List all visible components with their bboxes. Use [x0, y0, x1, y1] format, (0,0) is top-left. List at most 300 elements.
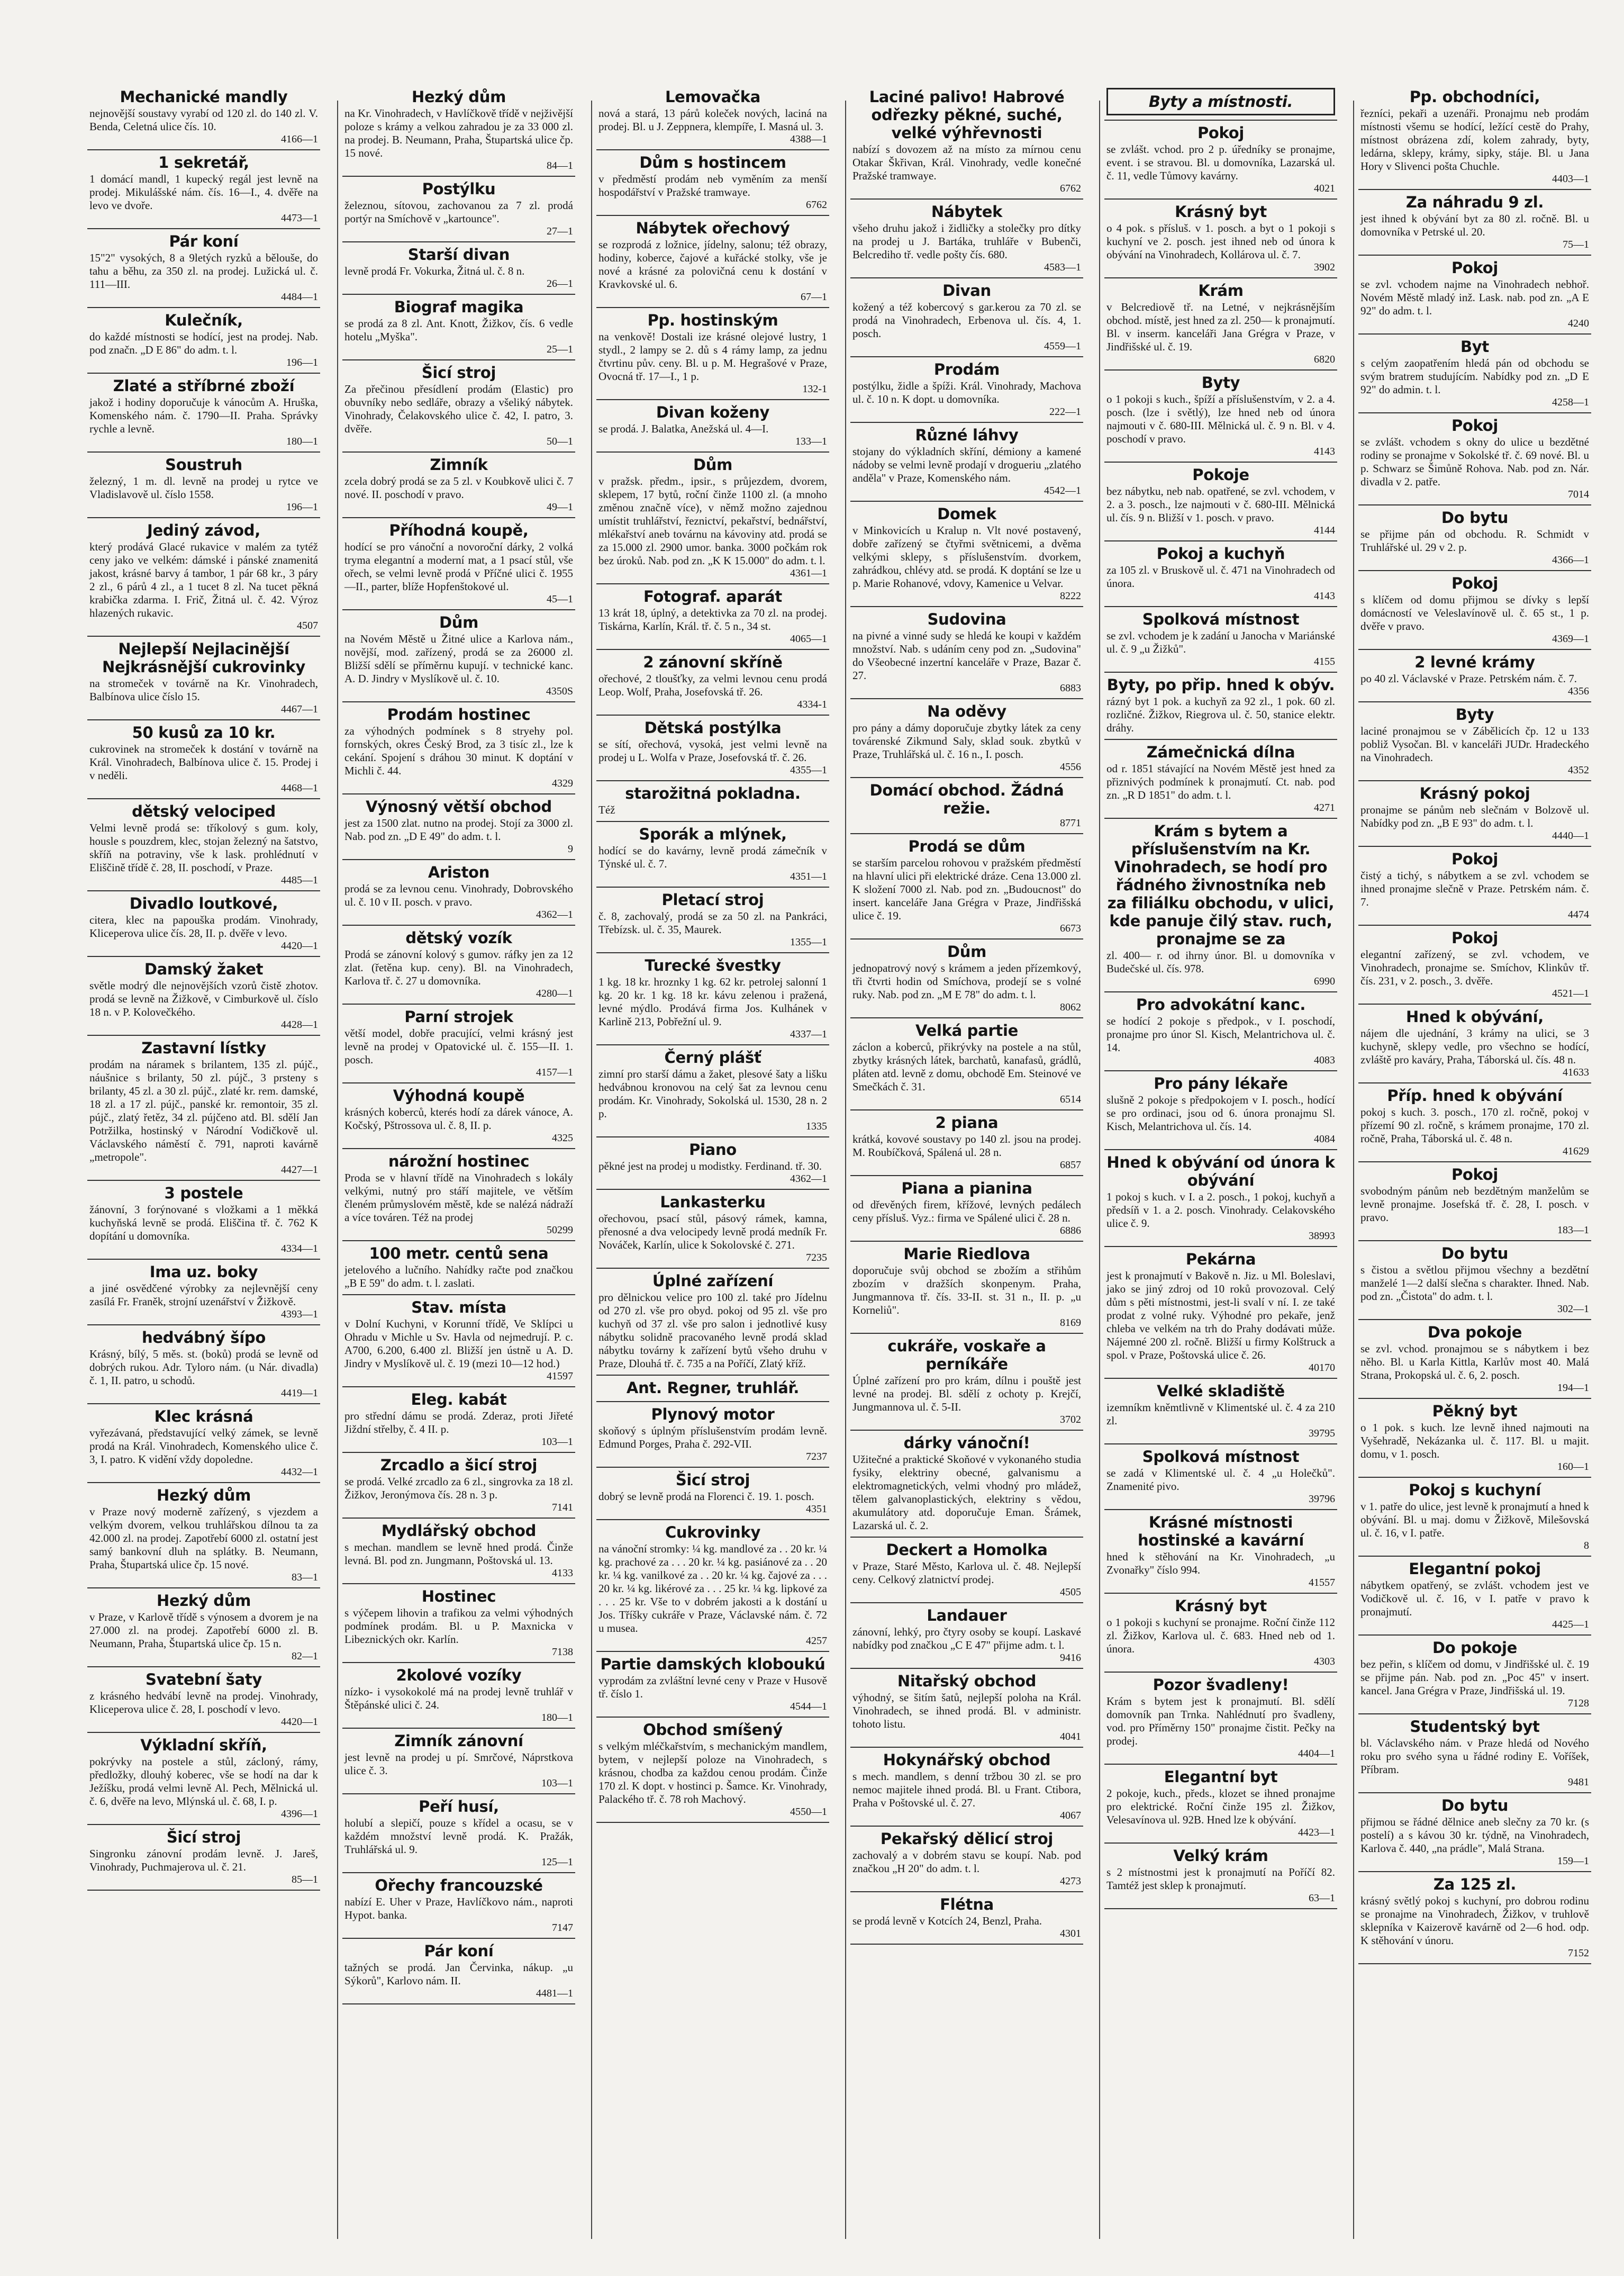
classified-ad — [850, 1110, 1083, 1176]
ad-body: za výhodných podmínek s 8 stryehy pol. fornských, okres Český Brod, za 3 tisíc zl., lze k cekání. Spojení s dráhou 30 minut. K doptání v Michli č. 44. — [344, 725, 573, 777]
ad-code: 4507 — [297, 620, 318, 631]
classified-ad — [1358, 1714, 1591, 1793]
ad-heading: Domek — [937, 505, 996, 523]
ad-heading: Obchod smíšený — [643, 1721, 783, 1739]
ad-heading: Zámečnická dílna — [1146, 743, 1295, 761]
ad-code: 8169 — [1060, 1317, 1081, 1329]
ad-code: 103—1 — [541, 1777, 573, 1789]
ad-code: 4396—1 — [281, 1808, 318, 1820]
ad-body: záclon a koberců, přikrývky na postele a na stůl, zbytky krásných látek, barchatů, kanafasů, grádlů, pláten atd. levně z domu, obchodě Em. Steinové ve Smečkách č. 31. — [852, 1041, 1081, 1093]
ad-code: 4428—1 — [281, 1019, 318, 1031]
ad-heading: Do bytu — [1441, 509, 1509, 527]
ad-body: o 1 pokoji s kuchyní se pronajme. Roční činže 112 zl. Žižkov, Karlova ul. č. 683. Hned neb od 1. února. — [1106, 1616, 1335, 1655]
ad-code: 4083 — [1314, 1054, 1335, 1066]
classified-ad — [596, 1376, 829, 1402]
classified-ad — [1358, 926, 1591, 1005]
ad-heading: Byty, po přip. hned k obýv. — [1106, 676, 1335, 694]
ad-heading: Dva pokoje — [1427, 1323, 1522, 1341]
ad-code: 160—1 — [1557, 1461, 1589, 1473]
classified-ad — [1104, 607, 1337, 673]
classified-ad — [342, 1149, 575, 1241]
ad-heading: Prodám — [933, 360, 1000, 378]
ad-body: Singronku zánovní prodám levně. J. Jareš, Vinohrady, Puchmajerova ul. č. 21. — [89, 1847, 318, 1873]
ad-heading: Za 125 zl. — [1433, 1875, 1517, 1893]
ad-code: 4133 — [552, 1567, 573, 1579]
ad-heading: dětský velociped — [132, 802, 276, 820]
ad-heading: Byty — [1201, 374, 1240, 392]
ad-code: 4325 — [552, 1132, 573, 1144]
ad-body: pokoj s kuch. 3. posch., 170 zl. ročně, pokoj v přízemí 90 zl. ročně, s krámem pronajme, 170 zl. ročně, Praha, Táborská ul. č. 48 n. — [1360, 1106, 1589, 1145]
ad-heading: Pokoj s kuchyní — [1409, 1481, 1541, 1499]
classified-ad — [596, 85, 829, 150]
classified-ad — [850, 200, 1083, 278]
classified-ad — [1104, 85, 1337, 121]
classified-ad — [850, 1176, 1083, 1242]
ad-body: Úplné zařízení pro pro krám, dílnu i pouště jest levné na prodej. Bl. sdělí z ochoty p. Krejčí, Jungmannova ul. č. 5-II. — [852, 1374, 1081, 1413]
ad-heading: Výkladní skříň, — [140, 1736, 267, 1754]
ad-heading: Hned k obývání, — [1406, 1008, 1544, 1026]
ad-heading: Výnosný větší obchod — [366, 798, 552, 816]
ad-heading: Mydlářský obchod — [381, 1522, 537, 1540]
ad-body: krátká, kovové soustavy po 140 zl. jsou na prodej. M. Roubíčková, Spálená ul. 28 n. — [852, 1133, 1081, 1159]
ad-body: hodící se do kavárny, levně prodá zámečník v Týnské ul. č. 7. — [598, 844, 827, 870]
ad-code: 125—1 — [541, 1856, 573, 1868]
ad-body: v Belcrediově tř. na Letné, v nejkrásnějším obchod. místě, jest hned za zl. 250— k pronajmutí. Bl. v inserm. kanceláři Jana Grégra v Praze, v Jindřišské ul. č. 19. — [1106, 301, 1335, 353]
ad-body: Krám s bytem jest k pronajmutí. Bl. sdělí domovník pan Trnka. Nahlédnutí pro švadleny, vod. pro Příměrny 150" pronajme čistit. Pečky na prodej. — [1106, 1695, 1335, 1747]
ad-body: a jiné osvědčené výrobky za nejlevnější ceny zasílá Fr. Franěk, strojní uzenářství v Žižkově. — [89, 1282, 318, 1308]
ad-heading: Různé láhvy — [915, 426, 1019, 444]
ad-code: 4143 — [1314, 590, 1335, 602]
ad-heading: hedvábný šípo — [142, 1329, 266, 1347]
ad-heading: Elegantní byt — [1164, 1768, 1278, 1786]
ad-body: pro pány a dámy doporučuje zbytky látek za ceny továrenské Zikmund Saly, sklad souk. zbytků v Praze, Truhlářská ul. č. 16 n., I. posch. — [852, 721, 1081, 761]
ad-heading: Zlaté a stříbrné zboží — [113, 377, 295, 395]
classified-ad — [596, 1652, 829, 1718]
ad-heading: Hostinec — [421, 1587, 496, 1605]
ad-heading: Šicí stroj — [421, 364, 496, 382]
ad-heading: 2 piana — [935, 1114, 999, 1132]
ad-body: světle modrý dle nejnovějších vzorů čistě zhotov. prodá se levně na Žižkově, v Cimburkově ul. číslo 18 n. v P. Kolovečkého. — [89, 979, 318, 1018]
ad-heading: Divan — [942, 282, 991, 300]
ad-heading: Spolková místnost — [1142, 1448, 1300, 1466]
classified-ad — [1104, 1247, 1337, 1379]
ad-heading: Pekárna — [1185, 1250, 1256, 1268]
ad-heading: Pár koní — [169, 232, 239, 250]
ad-code: 7138 — [552, 1646, 573, 1658]
ad-body: v Praze, Staré Město, Karlova ul. č. 48. Nejlepší ceny. Celkový zlatnictví prodej. — [852, 1560, 1081, 1586]
ad-code: 45—1 — [547, 593, 573, 605]
ad-body: čistý a tichý, s nábytkem a se zvl. vchodem se ihned pronajme slečně v Praze. Petrském nám. č. 7. — [1360, 869, 1589, 908]
ad-code: 180—1 — [541, 1712, 573, 1723]
ad-body: o 4 pok. s přísluš. v 1. posch. a byt o 1 pokoji s kuchyní ve 2. posch. jest ihned neb od února k obývání na Vinohradech, Kollárova ul. č. 7. — [1106, 222, 1335, 261]
ad-code: 4542—1 — [1044, 485, 1081, 496]
ad-heading: Hezký dům — [156, 1592, 251, 1610]
ad-body: na pivné a vinné sudy se hledá ke koupi v každém množství. Nab. s udáním ceny pod zn. „Sudovina" do Všeobecné inzertní kanceláře v Praze, Bazar č. 27. — [852, 629, 1081, 682]
ad-body: se zvlášt. vchod. pro 2 p. úředníky se pronajme, event. i se stravou. Bl. u domovníka, Lazarská ul. č. 11, vedle Tůmovy kavárny. — [1106, 143, 1335, 182]
ad-body: o 1 pok. s kuch. lze levně ihned najmouti na Vyšehradě, Nekázanka ul. č. 117. Bl. u majit. domu, v 1. posch. — [1360, 1421, 1589, 1460]
ad-code: 194—1 — [1557, 1382, 1589, 1394]
ad-heading: Kulečník, — [165, 311, 243, 329]
classified-ad — [87, 799, 320, 891]
ad-body: v Dolní Kuchyni, v Korunní třídě, Ve Sklípci u Ohradu v Michle u Sv. Havla od nejmedrují. P. c. A700, 6.200, 6.400 zl. Bližší jen ústně u A. D. Jindry v Myslíkově ul. č. 19 (mezi 10—12 hod.) — [344, 1317, 573, 1370]
ad-heading: 100 metr. centů sena — [369, 1244, 549, 1262]
ad-body: železnou, sítovou, zachovanou za 7 zl. prodá portýr na Smíchově v „kartounce". — [344, 199, 573, 225]
ad-heading: Pokoj — [1451, 1166, 1499, 1184]
ad-code: 4257 — [806, 1635, 827, 1647]
ad-heading: Elegantní pokoj — [1409, 1560, 1541, 1578]
ad-body: jest ihned k obývání byt za 80 zl. ročně. Bl. u domovníka v Petrské ul. 20. — [1360, 212, 1589, 238]
ad-heading: Ant. Regner, truhlář. — [626, 1379, 800, 1397]
ad-heading: dárky vánoční! — [903, 1434, 1030, 1452]
classified-ad — [87, 453, 320, 518]
ad-heading: Zimník zánovní — [394, 1732, 523, 1750]
classified-ad — [1358, 413, 1591, 505]
classified-ad — [87, 1667, 320, 1733]
ad-code: 4337—1 — [790, 1028, 827, 1040]
ad-code: 4404—1 — [1298, 1748, 1335, 1759]
ad-code: 1355—1 — [790, 936, 827, 948]
ad-body: nabízí s dovozem až na místo za mírnou cenu Otakar Škřivan, Král. Vinohrady, vedle konečné Pražské tramwaye. — [852, 143, 1081, 182]
ad-code: 4041 — [1060, 1731, 1081, 1742]
ad-body: s výčepem lihovin a trafikou za velmi výhodných podmínek prodám. Bl. u P. Maxnicka v Libeznických okr. Karlín. — [344, 1606, 573, 1646]
ad-body: svobodným pánům neb bezdětným manželům se levně pronajme. Josefská tř. č. 28, I. posch. v pravo. — [1360, 1185, 1589, 1224]
ad-body: tažných se prodá. Jan Červinka, nákup. „u Sýkorů", Karlovo nám. II. — [344, 1961, 573, 1987]
classified-ad — [1104, 1594, 1337, 1673]
ad-code: 133—1 — [795, 436, 827, 447]
ad-heading: Do pokoje — [1432, 1639, 1518, 1657]
column-4 — [850, 85, 1083, 2255]
classified-ad — [342, 518, 575, 610]
ad-body: Užitečné a praktické Skoňové v vykonaného studia fysiky, elektriny obecné, galvanismu a elektromagnetických, velmi vhodný pro mládež, tělem galvanoplastických, elektriny s vědou, akumulátory atd. doporučuje Eman. Šrámek, Lazarská ul. č. 2. — [852, 1453, 1081, 1532]
ad-body: řezníci, pekaři a uzenáři. Pronajmu neb prodám místnosti všemu se hodící, ležící cestě do Prahy, místnost obrázena zdí, kolem zahrady, byty, ledárna, sklepy, krámy, sipky, stáje. Bl. u Jana Hory v Slivenci pošta Chuchle. — [1360, 107, 1589, 173]
classified-ad — [342, 926, 575, 1005]
classified-ad — [850, 940, 1083, 1018]
ad-body: hned k stěhování na Kr. Vinohradech, „u Zvonařky" číslo 994. — [1106, 1550, 1335, 1576]
classified-ad — [596, 453, 829, 584]
ad-body: se zvl. vchodem najme na Vinohradech nebhoř. Novém Městě mladý inž. Lask. nab. pod zn. „A E 92" do adm. t. l. — [1360, 278, 1589, 317]
classified-ad — [87, 1181, 320, 1260]
classified-ad — [850, 502, 1083, 607]
section-banner: Byty a místnosti. — [1106, 88, 1335, 115]
ad-heading: Příhodná koupě, — [389, 521, 529, 539]
ad-code: 25—1 — [547, 344, 573, 355]
ad-heading: Klec krásná — [154, 1407, 253, 1425]
ad-body: laciné pronajmou se v Zábělicích čp. 12 u 133 pobliž Vysočan. Bl. v kanceláři JUDr. Hradeckého na Vinohradech. — [1360, 725, 1589, 764]
classified-ad — [1104, 463, 1337, 541]
ad-heading: 50 kusů za 10 kr. — [132, 724, 276, 742]
classified-ad — [87, 957, 320, 1036]
ad-body: pronajme se pánům neb slečnám v Bolzově ul. Nabídky pod zn. „B E 93" do adm. t. l. — [1360, 803, 1589, 829]
ad-heading: Peří husí, — [419, 1798, 499, 1816]
ad-body: s 2 místnostmi jest k pronajmutí na Poříčí 82. Tamtéž jest sklep k pronajmutí. — [1106, 1866, 1335, 1892]
ad-heading: Pár koní — [424, 1942, 494, 1960]
classified-ad — [850, 1827, 1083, 1892]
classified-ad — [1358, 702, 1591, 781]
ad-heading: Piano — [689, 1141, 737, 1159]
classified-ad — [1358, 847, 1591, 926]
ad-heading: Eleg. kabát — [411, 1390, 507, 1408]
classified-ad — [850, 1669, 1083, 1748]
ad-code: 4474 — [1568, 909, 1589, 920]
ad-code: 4351—1 — [790, 871, 827, 882]
ad-heading: Krásný byt — [1175, 1597, 1267, 1615]
ad-body: na Novém Městě u Žitné ulice a Karlova nám., novější, mod. zařízený, prodá se za 26000 zl. Bližší sdělí se příměrnu kupují. v technické kanc. A. D. Jindry v Myslíkově ul. č. 10. — [344, 633, 573, 685]
ad-heading: 2kolové vozíky — [396, 1666, 522, 1684]
ad-body: jest k pronajmutí v Bakově n. Jiz. u Ml. Boleslavi, jako se jiný zdroj od 10 roků provozoval. Celý dům s pěti místnostmi, jest-li svalí v ní. I. ze také prodat z volné ruky. Výhodné pro pekaře, jenž chleba ve velkém na trh do Prahy dodávati může. Nájemné 200 zl. ročně. Bližší u firmy Kolštruck a spol. v Praze, Poštovská ulice č. 26. — [1106, 1269, 1335, 1361]
ad-heading: 2 levné krámy — [1414, 653, 1535, 671]
ad-body: Prodá se zánovní kolový s gumov. ráfky jen za 12 zlat. (řetěna kup. ceny). Bl. na Vinohradech, Karlova tř. č. 27 u domovníka. — [344, 948, 573, 987]
ad-code: 84—1 — [547, 160, 573, 171]
column-rule — [337, 101, 338, 2239]
ad-code: 4273 — [1060, 1875, 1081, 1887]
ad-body: nábytkem opatřený, se zvlášt. vchodem jest ve Vodičkově ul. č. 16, v I. patře v pravo k pronajmutí. — [1360, 1579, 1589, 1618]
ad-code: 6857 — [1060, 1159, 1081, 1171]
classified-ad — [342, 295, 575, 360]
ad-code: 196—1 — [286, 357, 318, 368]
ad-code: 4440—1 — [1552, 830, 1589, 842]
ad-body: se zvlášt. vchodem s okny do ulice u bezdětné rodiny se pronajme v Sokolské tř. č. 69 nové. Bl. u p. Schwarz se Šimůně Rohova. Nab. pod zn. Nár. divadla v 2. patře. — [1360, 436, 1589, 488]
ad-code: 159—1 — [1557, 1855, 1589, 1867]
classified-ad — [850, 85, 1083, 200]
classified-ad — [1104, 121, 1337, 200]
ad-body: na vánoční stromky: ¼ kg. mandlové za . . 20 kr. ¼ kg. prachové za . . . 20 kr. ¼ kg. pasiánové za . . 20 kr. ¼ kg. vanilkové za . . 20 kr. ¼ kg. čajové za . . . 20 kr. ¼ kg. likérové za . . . 25 kr. ¼ kg. lipkové za . . . 25 kr. Vše to v dobrém jakosti a k dostání u Jos. Tříšky cukráře v Praze, Václavské nám. č. 72 u musea. — [598, 1542, 827, 1634]
ad-code: 4084 — [1314, 1133, 1335, 1145]
classified-ad — [87, 637, 320, 720]
classified-ad — [1358, 1083, 1591, 1162]
ad-heading: Pěkný byt — [1432, 1402, 1518, 1420]
ad-code: 4362—1 — [536, 909, 573, 920]
ad-body: vyprodám za zvláštní levné ceny v Praze v Husově tř. číslo 1. — [598, 1674, 827, 1700]
column-6 — [1358, 85, 1591, 2255]
classified-ad — [596, 400, 829, 453]
ad-heading: Pro pány lékaře — [1154, 1074, 1288, 1092]
classified-ad — [87, 374, 320, 453]
ad-body: po 40 zl. Václavské v Praze. Petrském nám. č. 7. — [1360, 672, 1577, 685]
classified-ad — [87, 150, 320, 229]
ad-code: 8222 — [1060, 590, 1081, 602]
ad-body: železný, 1 m. dl. levně na prodej u rytce ve Vladislavově ul. číslo 1558. — [89, 475, 318, 501]
classified-ad — [1104, 992, 1337, 1071]
ad-body: se starším parcelou rohovou v pražském předměstí na hlavní ulici při elektrické dráze. Cena 13.000 zl. K složení 7000 zl. Nab. pod zn. „Budoucnost" do insert. kanceláře Jana Grégra v Praze, Jindřišská ulice č. 19. — [852, 856, 1081, 922]
classified-ad — [342, 85, 575, 177]
ad-heading: Biograf magika — [394, 298, 524, 316]
ad-code: 39796 — [1309, 1493, 1335, 1505]
ad-body: pro střední dámu se prodá. Zderaz, proti Jiřeté Jiždní střelby, č. 4 II. p. — [344, 1410, 573, 1435]
ad-body: se prodá levně v Kotcích 24, Benzl, Praha. — [852, 1914, 1042, 1927]
classified-ad — [342, 1295, 575, 1387]
ad-body: z krásného hedvábí levně na prodej. Vinohrady, Kliceperova ulice č. 28, I. poschodí v levo. — [89, 1690, 318, 1715]
ad-heading: Fotograf. aparát — [643, 588, 782, 606]
ad-body: 1 domácí mandl, 1 kupecký regál jest levně na prodej. Mikulášské nám. čís. 16—I., 4. dvěře na levo ve dvoře. — [89, 173, 318, 212]
ad-code: 7014 — [1568, 489, 1589, 500]
column-3 — [596, 85, 829, 2255]
ad-code: 4403—1 — [1552, 173, 1589, 185]
ad-body: nejnovější soustavy vyrabí od 120 zl. do 140 zl. V. Benda, Celetná ulice čís. 10. — [89, 107, 318, 133]
classified-ad — [850, 1334, 1083, 1431]
ad-code: 4420—1 — [281, 940, 318, 952]
ad-heading: Byty — [1455, 706, 1494, 724]
ad-heading: Piana a pianina — [901, 1179, 1032, 1197]
ad-body: se prodá. J. Balatka, Anežská ul. 4—I. — [598, 422, 769, 435]
ad-heading: Šicí stroj — [166, 1828, 241, 1846]
ad-code: 4301 — [1060, 1928, 1081, 1939]
ad-heading: starožitná pokladna. — [625, 784, 801, 802]
ad-code: 85—1 — [292, 1874, 318, 1885]
ad-body: holubí a slepičí, pouze s křídel a ocasu, se v každém množství levně prodá. K. Pražák, Truhlářská ul. 9. — [344, 1817, 573, 1856]
classified-ad — [342, 1584, 575, 1663]
ad-body: vyřezávaná, představující velký zámek, se levně prodá na Král. Vinohradech, Komenského ulice č. 3, I. patro. K vidění vždy dopoledne. — [89, 1426, 318, 1466]
ad-body: se přijme pán od obchodu. R. Schmidt v Truhlářské ul. 29 v 2. p. — [1360, 528, 1589, 554]
ad-code: 4067 — [1060, 1810, 1081, 1821]
ad-heading: Na oděvy — [927, 702, 1006, 720]
classified-ad — [596, 1045, 829, 1137]
ad-code: 49—1 — [547, 501, 573, 513]
ad-body: zl. 400— r. od ihrny únor. Bl. u domovníka v Budečské ul. čís. 978. — [1106, 949, 1335, 975]
ad-code: 6762 — [1060, 183, 1081, 194]
ad-code: 4351 — [806, 1503, 827, 1515]
classified-ad — [87, 1404, 320, 1483]
classified-ad — [850, 423, 1083, 502]
ad-body: se hodící 2 pokoje s předpok., v I. poschodí, pronajme pro únor Sl. Kisch, Melantrichova ul. č. 14. — [1106, 1015, 1335, 1054]
column-2 — [342, 85, 575, 2255]
classified-ad — [342, 1663, 575, 1729]
ad-code: 4240 — [1568, 318, 1589, 329]
ad-body: pro dělnickou velice pro 100 zl. také pro Jídelnu od 270 zl. vše pro obyd. pokoj od 95 zl. vše pro kuchyň od 37 zl. vše pro salon i jednotlivé kusy nábytku solidně pracovaného levně prodá sklad nábytku továrny k zařízení bytů všeho druhu v Praze, Dlouhá tř. č. 735 a na Poříčí, Zlatý kříž. — [598, 1291, 827, 1370]
classified-ad — [342, 1873, 575, 1939]
ad-heading: Ima uz. boky — [149, 1263, 258, 1281]
classified-ad — [342, 360, 575, 453]
classified-ad — [1104, 1844, 1337, 1909]
ad-body: krásných koberců, kterés hodí za dárek vánoce, A. Kočský, Pštrossova ul. č. 8, II. p. — [344, 1106, 573, 1132]
classified-ad — [87, 1588, 320, 1667]
ad-code: 222—1 — [1049, 406, 1081, 418]
ad-body: zimní pro starší dámu a žaket, plesové šaty a lišku hedvábnou kronovou na celý šat za levnou cenu prodám. Kr. Vinohrady, Sokolská ul. 1530, 28 n. 2 p. — [598, 1068, 827, 1120]
ad-body: Krásný, bílý, 5 měs. st. (boků) prodá se levně od dobrých rukou. Adr. Tyloro nám. (u Nár. divadla) č. 1, II. patro, u schodů. — [89, 1348, 318, 1387]
ad-heading: Ariston — [428, 863, 490, 881]
ad-body: v Praze nový moderně zařízený, s vjezdem a velkým dvorem, velkou truhlářskou dílnou ta za 42.000 zl. na prodej. Zapotřebí 6000 zl. ostatní jest samý bankovní dluh na splátky. B. Neumann, Praha, Štupartská ulice čp. 15 nové. — [89, 1505, 318, 1571]
ad-body: od r. 1851 stávající na Novém Městě jest hned za přiznivých podmínek k pronajmutí. Ct. nab. pod zn. „R D 1851" do adm. t. l. — [1106, 762, 1335, 801]
ad-body: doporučuje svůj obchod se zbožím a střihům zbozím v dražších skonpenym. Praha, Jungmannova tř. čís. 33-II. st. 31 n., II. p. „u Korneliů". — [852, 1264, 1081, 1316]
ad-code: 4388—1 — [790, 133, 827, 145]
ad-code: 4481—1 — [536, 1988, 573, 1999]
ad-heading: Černý plášť — [664, 1049, 761, 1067]
ad-code: 7237 — [806, 1451, 827, 1462]
classified-ad — [850, 1538, 1083, 1603]
ad-heading: Velká partie — [915, 1022, 1018, 1040]
classified-ad — [1104, 1673, 1337, 1765]
classified-ad — [342, 1083, 575, 1149]
ad-code: 4355—1 — [790, 764, 827, 776]
classified-ad — [1104, 371, 1337, 463]
classified-ad — [87, 1036, 320, 1181]
ad-body: ořechovou, psací stůl, pásový rámek, kamna, přenosné a dva velocipedy levně prodá medník Fr. Nováček, Karlín, ulice k Sokolovské č. 271. — [598, 1212, 827, 1251]
classified-ad — [342, 1794, 575, 1873]
classified-ad — [1358, 1241, 1591, 1320]
classified-ad — [1358, 650, 1591, 702]
ad-body: v předměstí prodám neb vyměním za menší hospodářství v Pražské tramwaye. — [598, 173, 827, 198]
ad-body: elegantní zařízený, se zvl. vchodem, ve Vinohradech, pronajme se. Smíchov, Klinkův tř. čís. 231, v 2. posch., 3. dvěře. — [1360, 948, 1589, 987]
ad-code: 38993 — [1309, 1230, 1335, 1242]
ad-code: 41557 — [1309, 1577, 1335, 1588]
ad-heading: Pokoj — [1451, 259, 1499, 277]
ad-body: stojany do výkladních skříní, démiony a kamené nádoby se velmi levně prodají v drogueriu „zlatého anděla" v Praze, Komenského nám. — [852, 445, 1081, 484]
ad-body: jakož i hodiny doporučuje k vánocům A. Hruška, Komenského nám. č. 1790—II. Praha. Správky rychle a levně. — [89, 396, 318, 435]
classified-ad — [342, 1729, 575, 1794]
classified-ad — [87, 1825, 320, 1891]
ad-body: izemníkm kněmtlivně v Klimentské ul. č. 4 za 210 zl. — [1106, 1401, 1335, 1427]
classified-ad — [342, 794, 575, 860]
ad-code: 7147 — [552, 1922, 573, 1934]
ad-code: 4473—1 — [281, 212, 318, 224]
ad-code: 4366—1 — [1552, 554, 1589, 566]
classified-ad — [87, 720, 320, 799]
ad-code: 4021 — [1314, 183, 1335, 194]
classified-ad — [596, 781, 829, 822]
ad-code: 4143 — [1314, 446, 1335, 457]
ad-body: v pražsk. předm., ipsir., s průjezdem, dvorem, sklepem, 17 bytů, roční činže 1100 zl. (a mnoho změnou značně více), v němž možno zajednou umístit truhlářství, řeznictví, pekařství, bednářství, mlékařství aneb továrnu na kávoviny atd. prodá se za 15.000 zl. 2900 umor. banka. 3000 počkám rok bez úroků. Nab. pod zn. „K K 15.000" do adm. t. l. — [598, 475, 827, 567]
ad-body: přijmou se řádné dělnice aneb slečny za 70 kr. (s postelí) a s kávou 30 kr. týdně, na Vinohradech, Karlova č. 440, „na prádle", Malá Strana. — [1360, 1816, 1589, 1855]
column-5 — [1104, 85, 1337, 2255]
ad-code: 4369—1 — [1552, 633, 1589, 645]
classified-ad — [596, 1137, 829, 1190]
ad-heading: Damský žaket — [144, 960, 264, 978]
ad-heading: nárožní hostinec — [388, 1152, 530, 1170]
ad-body: kožený a též kobercový s gar.kerou za 70 zl. se prodá na Vinohradech, Erbenova ul. čís. 4, 1. posch. — [852, 301, 1081, 340]
classified-ad — [1104, 1765, 1337, 1844]
classified-ad — [1358, 1162, 1591, 1241]
ad-heading: Šicí stroj — [675, 1471, 750, 1489]
ad-heading: Lemovačka — [665, 88, 761, 106]
ad-code: 4427—1 — [281, 1164, 318, 1176]
classified-ad — [1358, 505, 1591, 571]
ad-code: 4393—1 — [281, 1308, 318, 1320]
ad-body: nabízí E. Uher v Praze, Havlíčkovo nám., naproti Hypot. banka. — [344, 1895, 573, 1921]
ad-heading: Turecké švestky — [645, 956, 781, 974]
ad-heading: Laciné palivo! Habrové odřezky pěkné, suché, velké výhřevnosti — [869, 88, 1065, 142]
ad-code: 3702 — [1060, 1414, 1081, 1425]
ad-heading: Dům — [693, 456, 733, 474]
classified-ad — [1358, 1478, 1591, 1557]
ad-code: 4521—1 — [1552, 988, 1589, 999]
ad-body: nízko- i vysokokolé má na prodej levně truhlář v Štěpánské ulici č. 24. — [344, 1685, 573, 1711]
ad-heading: Zimník — [430, 456, 488, 474]
classified-ad — [596, 1269, 829, 1376]
ad-heading: Ořechy francouzské — [375, 1876, 543, 1894]
ad-heading: Krám — [1198, 282, 1244, 300]
classified-ad — [596, 1402, 829, 1468]
classified-ad — [87, 1325, 320, 1404]
ad-code: 6886 — [1060, 1225, 1081, 1236]
ad-code: 4556 — [1060, 761, 1081, 773]
classified-ad — [1104, 673, 1337, 740]
classified-ad — [1358, 256, 1591, 335]
classified-ad — [1358, 1005, 1591, 1083]
ad-heading: Hokynářský obchod — [883, 1751, 1051, 1769]
classified-ad — [1104, 819, 1337, 992]
classified-ad — [342, 1519, 575, 1584]
ad-heading: Hezký dům — [411, 88, 506, 106]
ad-body: ořechové, 2 tloušťky, za velmi levnou cenu prodá Leop. Wolf, Praha, Josefovská tř. 26. — [598, 672, 827, 698]
ad-code: 7235 — [806, 1252, 827, 1263]
ad-code: 83—1 — [292, 1571, 318, 1583]
classified-ad — [596, 308, 829, 400]
ad-heading: Příp. hned k obývání — [1387, 1087, 1563, 1105]
ad-body: v Minkovicích u Kralup n. Vlt nové postavený, dobře zařízený se čtyřmi světnicemi, a dvěma velkými sklepy, s příslušenstvím. dvorkem, zahrádkou, chlévy atd. se prodá. K doptání se lze u p. Marie Rohanové, vdovy, Kamenice u Velvar. — [852, 524, 1081, 590]
classified-ad — [596, 1718, 829, 1823]
ad-code: 50299 — [547, 1224, 573, 1236]
ad-code: 180—1 — [286, 436, 318, 447]
classified-ad — [1104, 1071, 1337, 1150]
